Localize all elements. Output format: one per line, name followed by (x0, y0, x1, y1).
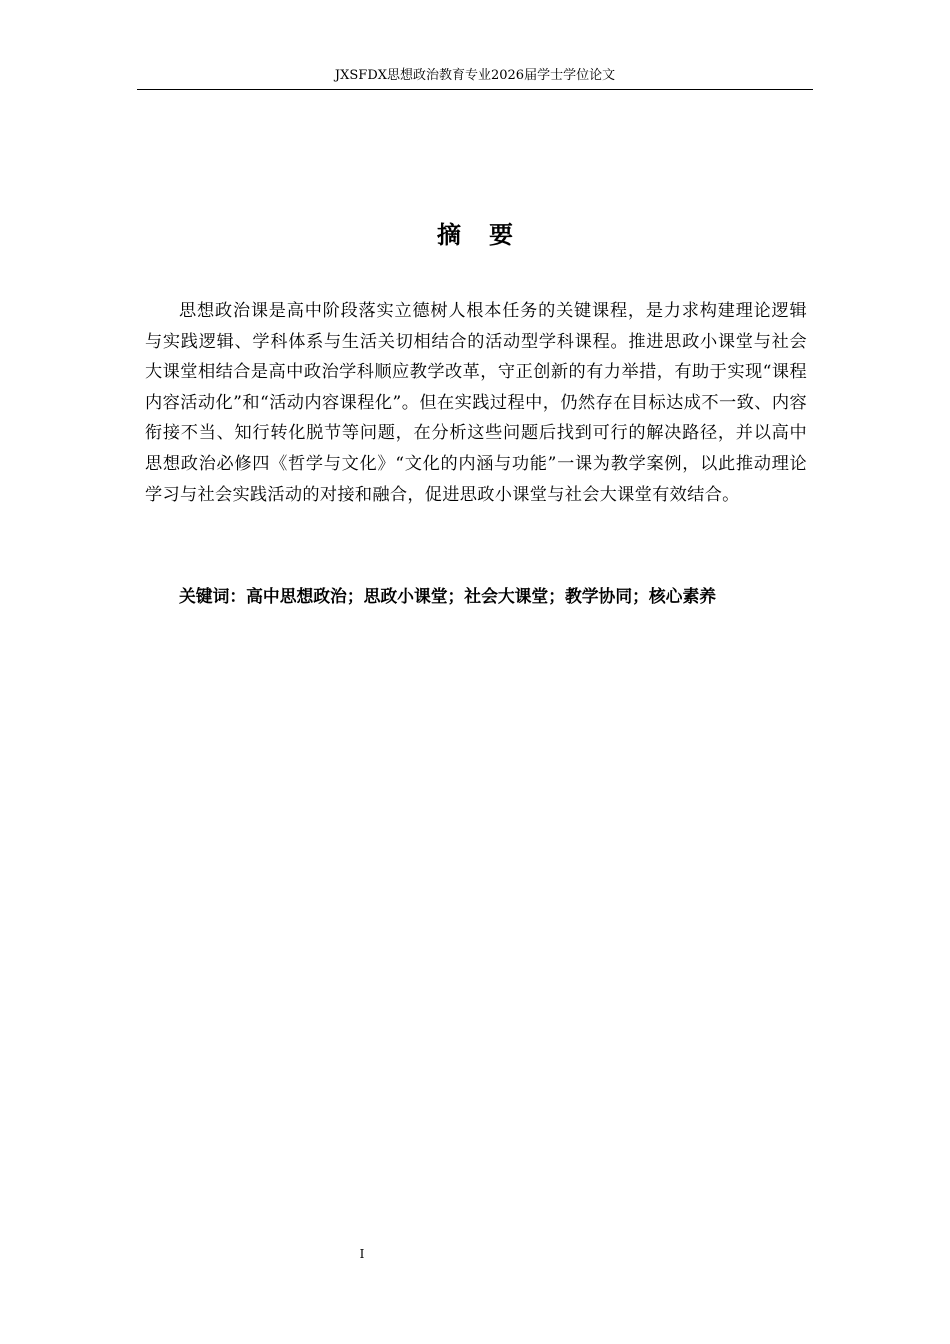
page-number: I (359, 1247, 365, 1261)
header-text: JXSFDX思想政治教育专业2026届学士学位论文 (334, 68, 616, 83)
keywords-line: 关键词：高中思想政治；思政小课堂；社会大课堂；教学协同；核心素养 (179, 586, 717, 606)
abstract-title: 摘要 (437, 221, 541, 249)
abstract-body: 思想政治课是高中阶段落实立德树人根本任务的关键课程，是力求构建理论逻辑与实践逻辑、学科体系与生活关切相结合的活动型学科课程。推进思政小课堂与社会大课堂相结合是高中政治学科顺应教学改革，守正创新的有力举措，有助于实现“课程内容活动化”和“活动内容课程化”。但在实践过程中，仍然存在目标达成不一致、内容衔接不当、知行转化脱节等问题，在分析这些问题后找到可行的解决路径，并以高中思想政治必修四《哲学与文化》“文化的内涵与功能”一课为教学案例，以此推动理论学习与社会实践活动的对接和融合，促进思政小课堂与社会大课堂有效结合。 (145, 301, 807, 505)
page-header (137, 64, 813, 90)
